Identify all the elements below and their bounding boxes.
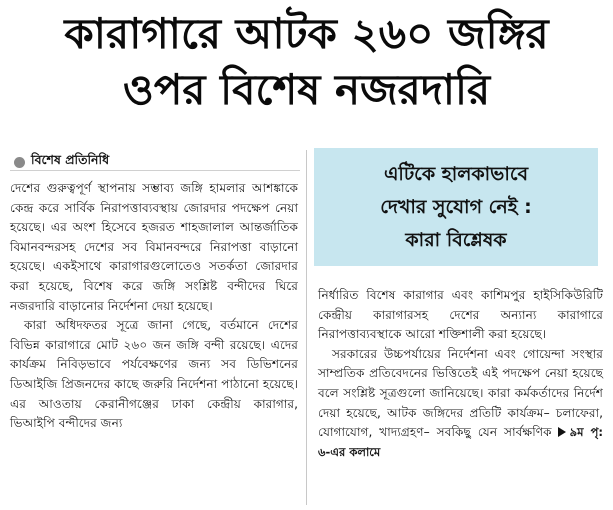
pull-quote-line-2: দেখার সুযোগ নেই : <box>380 195 532 218</box>
headline-line-1: কারাগারে আটক ২৬০ জঙ্গির <box>64 9 549 58</box>
pull-quote-line-1: এটিকে হালকাভাবে <box>383 162 529 185</box>
paragraph-4 <box>318 345 603 463</box>
headline-line-2: ওপর বিশেষ নজরদারি <box>122 65 491 114</box>
article-left-column <box>10 179 298 434</box>
byline <box>14 152 109 172</box>
arrow-right-icon <box>558 427 566 437</box>
headline <box>0 6 613 118</box>
column-divider <box>306 150 307 505</box>
pull-quote <box>314 148 598 266</box>
bullet-icon <box>14 157 25 168</box>
continuation-text: ৯ম পৃ: ৬-এর কলামে <box>318 425 603 459</box>
article-right-column <box>318 286 603 462</box>
paragraph-2: কারা অধিদফতর সূত্রে জানা গেছে, বর্তমানে দেশের বিভিন্ন কারাগারে মোট ২৬০ জন জঙ্গি বন্দী রয়েছে। এদের কার্যক্রম নিবিড়ভাবে পর্যবেক্ষণের জন্য সব ডিভিশনের ডিআইজি প্রিজনদের কাছে জরুরি নির্দেশনা পাঠানো হয়েছে। এর আওতায় কেরানীগঞ্জের ঢাকা কেন্দ্রীয় কারাগার, ভিআইপি বন্দীদের জন্য <box>10 318 298 431</box>
paragraph-3: নির্ধারিত বিশেষ কারাগার এবং কাশিমপুর হাইসিকিউরিটি কেন্দ্রীয় কারাগারসহ দেশের অন্যান্য কারাগারে নিরাপত্তাব্যবস্থাকে আরো শক্তিশালী করা হয়েছে। <box>318 288 603 342</box>
byline-text: বিশেষ প্রতিনিধি <box>31 152 110 167</box>
paragraph-4-text: সরকারের উচ্চপর্যায়ের নির্দেশনা এবং গোয়েন্দা সংস্থার সাম্প্রতিক প্রতিবেদনের ভিত্তিতেই এই পদক্ষেপ নেয়া হয়েছে বলে সংশ্লিষ্ট সূত্রগুলো জানিয়েছে। কারা কর্মকর্তাদের নির্দেশ দেয়া হয়েছে, আটক জঙ্গিদের প্রতিটি কার্যক্রম– চলাফেরা, যোগাযোগ, খাদ্যগ্রহণ– সবকিছু যেন সার্বক্ষণিক <box>318 346 603 440</box>
pull-quote-line-3: কারা বিশ্লেষক <box>405 228 507 251</box>
byline-rule <box>10 170 300 171</box>
paragraph-1: দেশের গুরুত্বপূর্ণ স্থাপনায় সম্ভাব্য জঙ্গি হামলার আশঙ্কাকে কেন্দ্র করে সার্বিক নিরাপত্তাব্যবস্থায় জোরদার পদক্ষেপ নেয়া হয়েছে। এর অংশ হিসেবে হজরত শাহজালাল আন্তর্জাতিক বিমানবন্দরসহ দেশের সব বিমানবন্দরে নিরাপত্তা বাড়ানো হয়েছে। একইসাথে কারাগারগুলোতেও সতর্কতা জোরদার করা হয়েছে, বিশেষ করে জঙ্গি সংশ্লিষ্ট বন্দীদের ঘিরে নজরদারি বাড়ানোর নির্দেশনা দেয়া হয়েছে। <box>10 181 298 313</box>
